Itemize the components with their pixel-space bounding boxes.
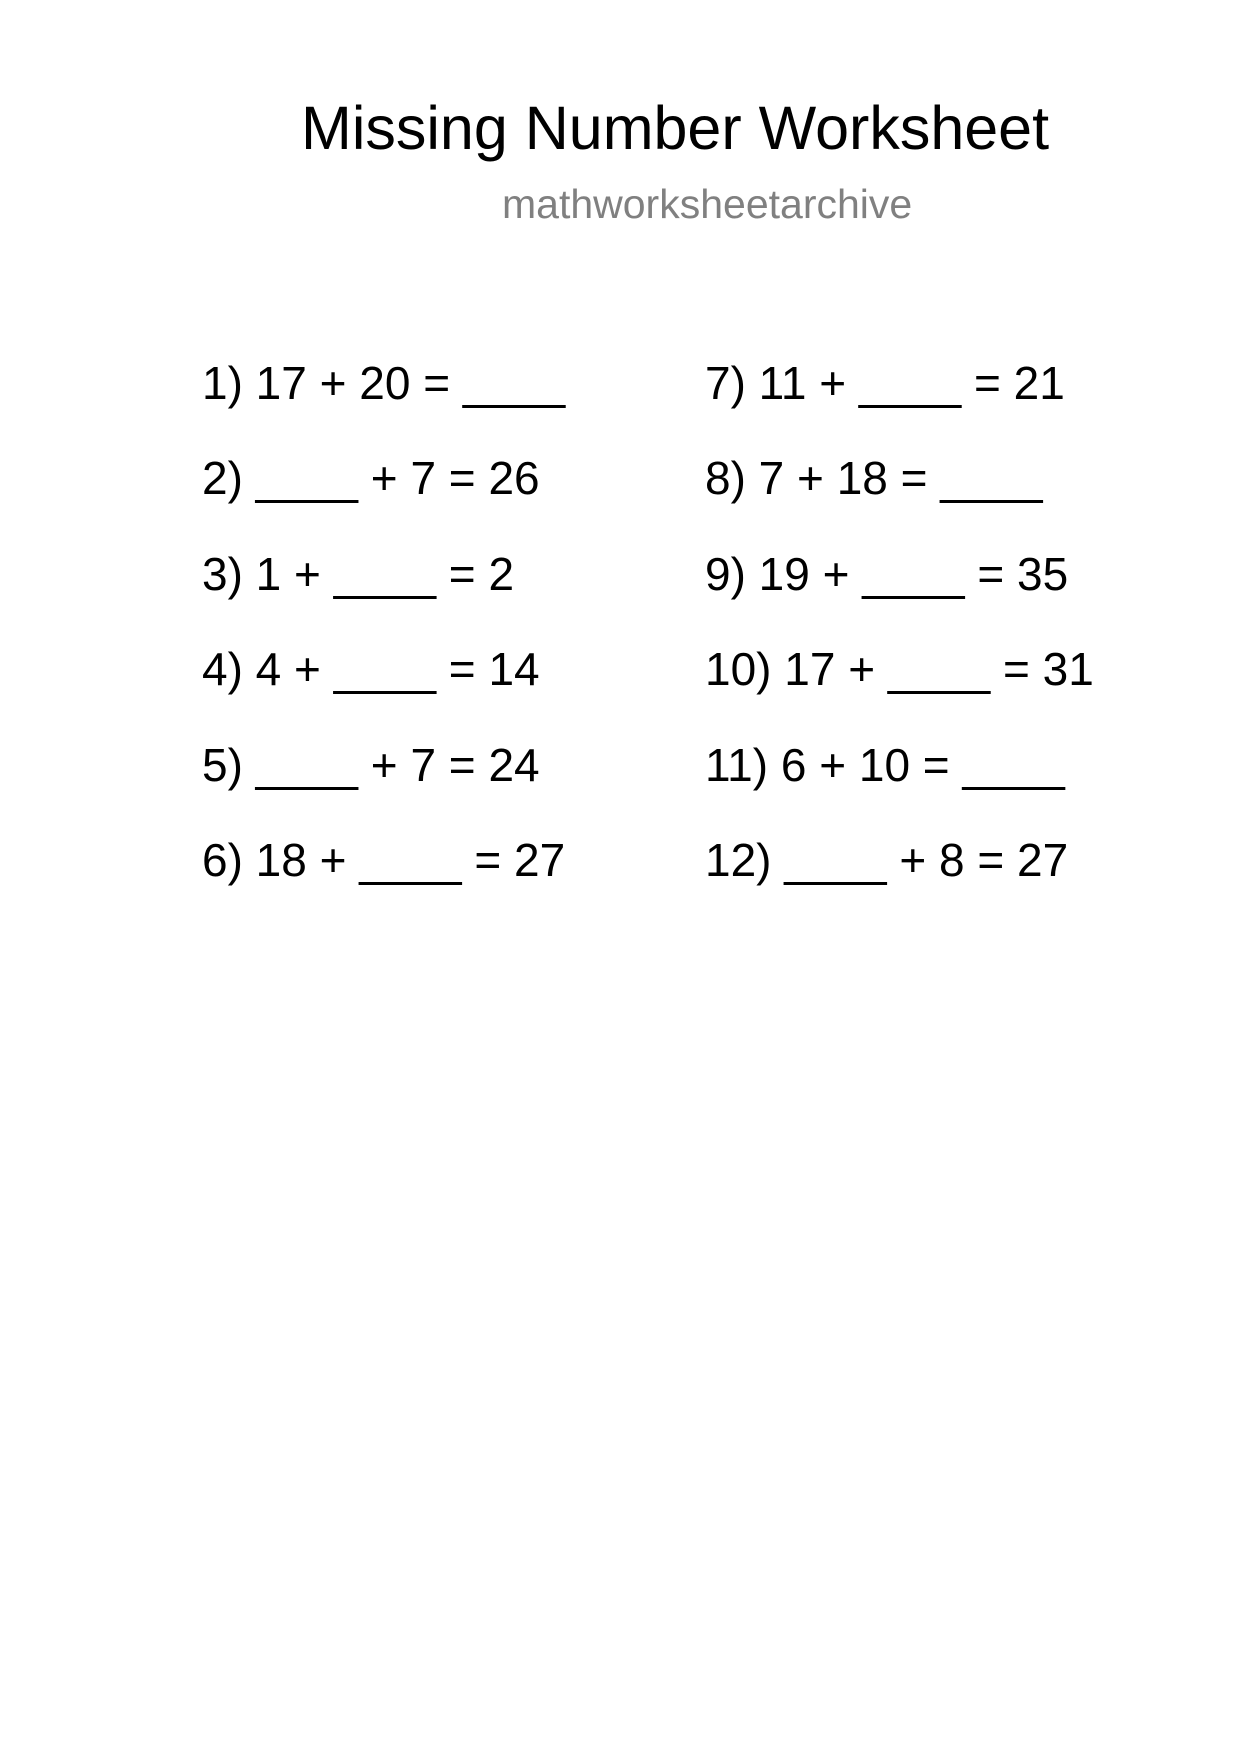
worksheet-subtitle: mathworksheetarchive: [502, 181, 913, 227]
problem-4: 4) 4 + ____ = 14: [202, 643, 540, 695]
problem-1: 1) 17 + 20 = ____: [202, 357, 566, 409]
problem-10: 10) 17 + ____ = 31: [705, 643, 1094, 695]
problem-9: 9) 19 + ____ = 35: [705, 548, 1069, 600]
problem-5: 5) ____ + 7 = 24: [202, 739, 540, 791]
problem-11: 11) 6 + 10 = ____: [705, 739, 1065, 791]
problem-3: 3) 1 + ____ = 2: [202, 548, 515, 600]
problem-8: 8) 7 + 18 = ____: [705, 452, 1043, 504]
problem-12: 12) ____ + 8 = 27: [705, 834, 1069, 886]
problem-6: 6) 18 + ____ = 27: [202, 834, 566, 886]
problem-7: 7) 11 + ____ = 21: [705, 357, 1065, 409]
problem-2: 2) ____ + 7 = 26: [202, 452, 540, 504]
worksheet-title: Missing Number Worksheet: [301, 94, 1050, 162]
